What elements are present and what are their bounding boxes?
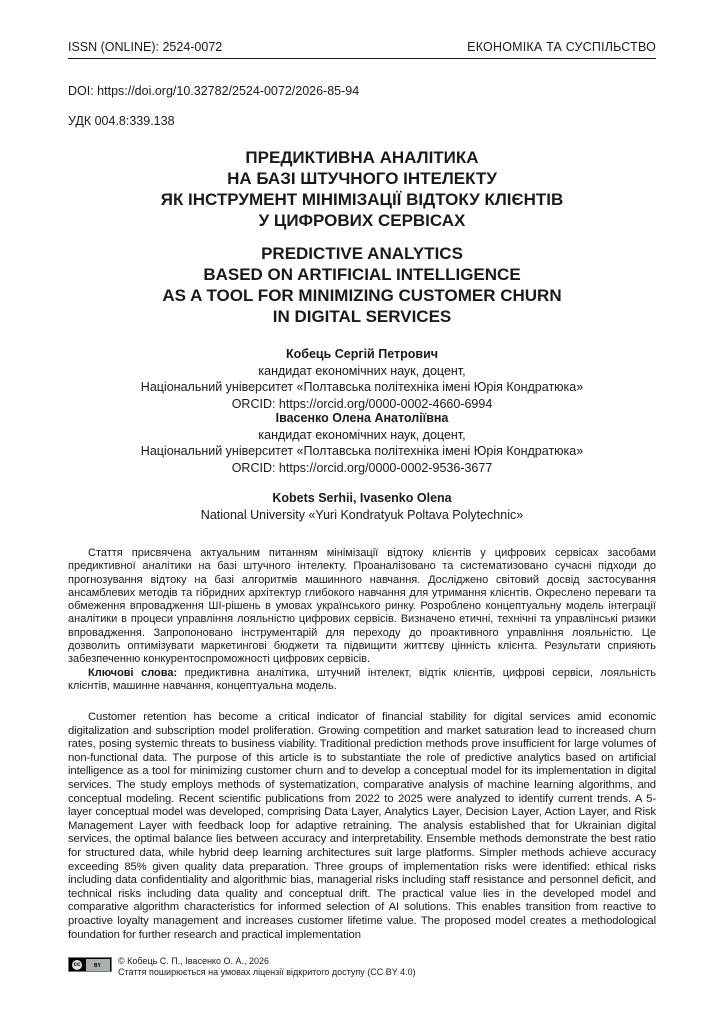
- abstract-text: Стаття присвячена актуальним питанням мінімізації відтоку клієнтів у цифрових сервісах засобами предиктивної аналітики на базі штучного інтелекту. Проаналізовано та систематизовано сучасні підходи до прогнозування відтоку на базі алгоритмів машинного навчання. Досліджено світовий досвід застосування ансамблевих методів та гібридних архітектур глибокого навчання для утримання клієнтів. Окреслено переваги та обмеження впровадження ШІ-рішень в умовах українського ринку. Розроблено концептуальну модель інтеграції аналітики в процеси управління лояльністю цифрових сервісів. Визначено етичні, технічні та управлінські ризики впровадження. Запропоновано інструментарій для переходу до проактивного управління лояльністю. Це дозволить оптимізувати маркетингові бюджети та підвищити життєву цінність клієнта. Результати сприяють забезпеченню конкурентоспроможності цифрових сервісів.: [68, 547, 656, 666]
- by-icon: [86, 959, 110, 971]
- title-en-line: PREDICTIVE ANALYTICS: [261, 244, 463, 263]
- title-ukrainian: [68, 147, 656, 231]
- abstract-ukrainian: [68, 547, 656, 693]
- issn-label: ISSN (ONLINE): 2524-0072: [68, 40, 223, 54]
- license-footer: [68, 956, 656, 978]
- author-name: Івасенко Олена Анатоліївна: [275, 411, 449, 425]
- journal-name: ЕКОНОМІКА ТА СУСПІЛЬСТВО: [467, 40, 656, 54]
- cc-by-license-icon[interactable]: [68, 957, 112, 972]
- doi-line[interactable]: DOI: https://doi.org/10.32782/2524-0072/2026-85-94: [68, 84, 360, 98]
- title-en-line: IN DIGITAL SERVICES: [272, 307, 452, 326]
- cc-icon: cc: [73, 962, 81, 968]
- author-affiliation: Національний університет «Полтавська політехніка імені Юрія Кондратюка»: [140, 380, 584, 394]
- author-block-2: [68, 410, 656, 476]
- abstract-english: [68, 711, 656, 942]
- title-ua-line: ПРЕДИКТИВНА АНАЛІТИКА: [245, 148, 479, 167]
- by-icon-label: BY: [94, 963, 101, 969]
- copyright-line: © Кобець С. П., Івасенко О. А., 2026: [118, 956, 269, 966]
- author-degree: кандидат економічних наук, доцент,: [258, 363, 466, 378]
- authors-en-names: Kobets Serhii, Ivasenko Olena: [272, 491, 452, 505]
- title-ua-line: НА БАЗІ ШТУЧНОГО ІНТЕЛЕКТУ: [227, 169, 497, 188]
- author-name: Кобець Сергій Петрович: [285, 347, 439, 361]
- authors-en-affiliation: National University «Yuri Kondratyuk Poltava Polytechnic»: [200, 507, 524, 522]
- title-en-line: AS A TOOL FOR MINIMIZING CUSTOMER CHURN: [162, 286, 562, 305]
- author-affiliation: Національний університет «Полтавська політехніка імені Юрія Кондратюка»: [140, 444, 584, 458]
- title-ua-line: ЯК ІНСТРУМЕНТ МІНІМІЗАЦІЇ ВІДТОКУ КЛІЄНТІВ: [160, 190, 564, 209]
- license-line: Стаття поширюється на умовах ліцензії відкритого доступу (CC BY 4.0): [118, 966, 416, 977]
- keywords-paragraph: [68, 667, 656, 694]
- author-orcid[interactable]: ORCID: https://orcid.org/0000-0002-4660-6994: [231, 396, 493, 411]
- title-english: [68, 243, 656, 327]
- abstract-en-text: Customer retention has become a critical indicator of financial stability for digital services amid economic digitalization and subscription model proliferation. Growing competition and market saturation lead to increased churn rates, posing systemic threats to business viability. Traditional prediction methods prove insufficient for large volumes of non-functional data. The purpose of this article is to substantiate the role of predictive analytics based on artificial intelligence as a tool for minimizing customer churn and to develop a conceptual model for its implementation in digital services. The study employs methods of systematization, comparative analysis of machine learning algorithms, and conceptual modeling. Recent scientific publications from 2022 to 2025 were analyzed to identify current trends. A 5-layer conceptual model was developed, comprising Data Layer, Analytics Layer, Decision Layer, Action Layer, and Risk Management Layer with feedback loop for adaptive retraining. The analysis established that for Ukrainian digital services, the optimal balance lies between accuracy and interpretability. Ensemble methods demonstrate the best ratio for structured data, while hybrid deep learning architectures suit large platforms. Simpler methods achieve accuracy exceeding 85% given quality data preparation. Three groups of implementation risks were identified: ethical risks including data confidentiality and algorithmic bias, managerial risks including staff resistance and personnel deficit, and technical risks including data quality and conceptual drift. The practical value lies in the developed model and comparative algorithm characteristics for informed selection of AI solutions. This enables transition from reactive to proactive loyalty management and increases customer lifetime value. The proposed model creates a methodological foundation for further research and practical implementation: [68, 711, 656, 941]
- udk-code: УДК 004.8:339.138: [68, 114, 175, 128]
- keywords-label: Ключові слова:: [88, 666, 178, 679]
- title-ua-line: У ЦИФРОВИХ СЕРВІСАХ: [258, 211, 466, 230]
- author-degree: кандидат економічних наук, доцент,: [258, 427, 466, 442]
- keywords-list: предиктивна аналітика, штучний інтелект, відтік клієнтів, цифрові сервіси, лояльність клієнтів, машинне навчання, концептуальна модель.: [68, 666, 656, 692]
- authors-english: [68, 490, 656, 523]
- author-block-1: [68, 346, 656, 412]
- license-text: [118, 956, 416, 977]
- running-header: [68, 40, 656, 59]
- author-orcid[interactable]: ORCID: https://orcid.org/0000-0002-9536-3677: [231, 460, 493, 475]
- title-en-line: BASED ON ARTIFICIAL INTELLIGENCE: [203, 265, 521, 284]
